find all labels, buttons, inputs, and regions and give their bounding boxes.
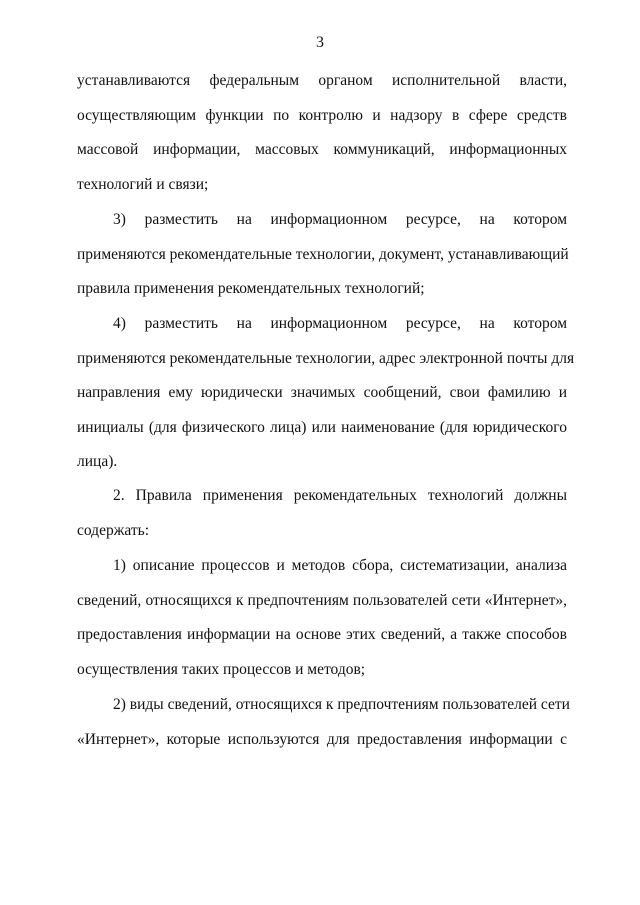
paragraph-continuation (77, 64, 567, 202)
text-line: применяются рекомендательные технологии, документ, устанавливающий (77, 245, 569, 263)
text-line: осуществляющим функции по контролю и надзору в сфере средств (77, 106, 567, 124)
text-line: технологий и связи; (77, 175, 209, 193)
text-line: 2. Правила применения рекомендательных технологий должны (113, 487, 567, 504)
text-line: предоставления информации на основе этих сведений, а также способов (77, 626, 567, 643)
text-line: инициалы (для физического лица) или наименование (для юридического (77, 418, 567, 436)
text-line: содержать: (77, 521, 150, 539)
text-line: 3) разместить на информационном ресурсе, на котором (113, 211, 567, 228)
text-line: направления ему юридически значимых сообщений, свои фамилию и (77, 384, 567, 401)
text-line: 1) описание процессов и методов сбора, систематизации, анализа (113, 557, 567, 574)
text-line: лица). (77, 453, 118, 470)
text-line: применяются рекомендательные технологии, адрес электронной почты для (77, 349, 575, 367)
paragraph-subitem-1 (77, 549, 567, 687)
paragraph-subitem-2 (77, 688, 570, 757)
text-line: сведений, относящихся к предпочтениям пользователей сети «Интернет», (77, 591, 567, 609)
paragraph-item-4 (77, 307, 575, 480)
text-line: 2) виды сведений, относящихся к предпочтениям пользователей сети (113, 696, 570, 713)
text-line: правила применения рекомендательных технологий; (77, 280, 425, 297)
text-line: осуществления таких процессов и методов; (77, 660, 366, 678)
paragraph-section-2 (77, 479, 567, 548)
paragraph-item-3 (77, 203, 567, 307)
text-line: устанавливаются федеральным органом исполнительной власти, (77, 72, 567, 89)
text-line: 4) разместить на информационном ресурсе, на котором (113, 315, 567, 332)
page-number: 3 (316, 34, 324, 51)
text-line: массовой информации, массовых коммуникаций, информационных (77, 141, 567, 158)
text-line: «Интернет», которые используются для предоставления информации с (77, 730, 567, 748)
